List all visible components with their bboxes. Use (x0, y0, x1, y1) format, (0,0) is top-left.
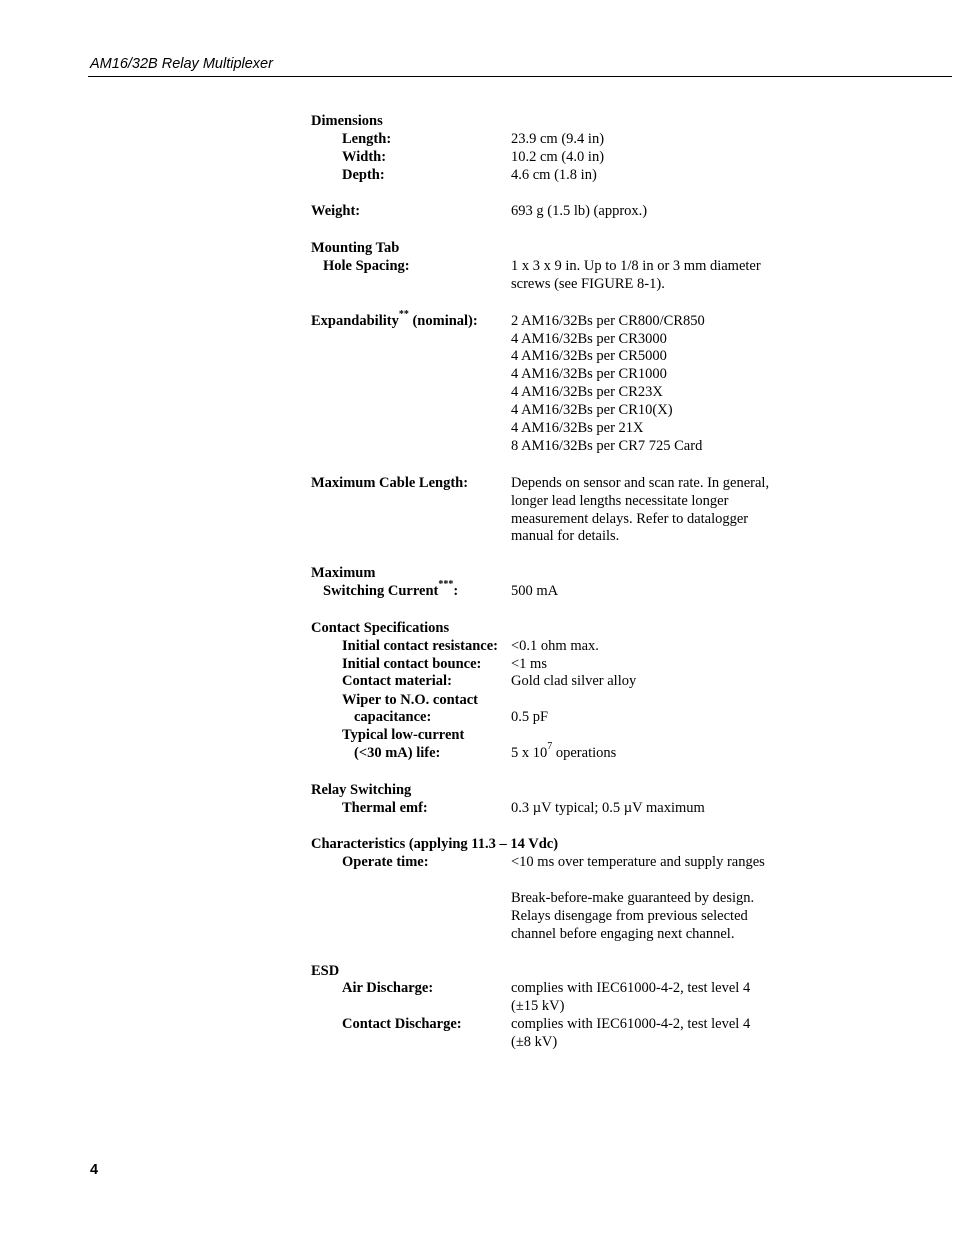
contact-bounce-label: Initial contact bounce: (342, 656, 482, 672)
wiper-capacitance-label-cont: capacitance: (354, 709, 432, 725)
relay-life-value (511, 741, 617, 762)
cable-length-line: longer lead lengths necessitate longer (511, 493, 729, 509)
exponent: 7 (547, 741, 553, 753)
air-discharge-line: (±15 kV) (511, 998, 565, 1014)
contact-bounce-value: <1 ms (511, 656, 547, 672)
relay-life-value-tail: operations (552, 745, 617, 761)
contact-material-label: Contact material: (342, 673, 452, 689)
depth-label: Depth: (342, 167, 385, 183)
switching-current-label (323, 579, 459, 600)
length-label: Length: (342, 131, 392, 147)
hole-spacing-label: Hole Spacing: (323, 258, 410, 274)
header-rule (88, 76, 952, 77)
expandability-line: 8 AM16/32Bs per CR7 725 Card (511, 438, 703, 454)
footnote-marker: ** (398, 309, 409, 321)
contact-discharge-line: complies with IEC61000-4-2, test level 4 (511, 1016, 751, 1032)
expandability-label (311, 309, 478, 330)
mounting-heading: Mounting Tab (311, 240, 400, 256)
operate-time-value: <10 ms over temperature and supply ranges (511, 854, 765, 870)
expandability-line: 4 AM16/32Bs per CR5000 (511, 348, 667, 364)
weight-label: Weight: (311, 203, 361, 219)
wiper-capacitance-value: 0.5 pF (511, 709, 549, 725)
expandability-line: 4 AM16/32Bs per CR10(X) (511, 402, 673, 418)
contact-discharge-label: Contact Discharge: (342, 1016, 462, 1032)
relay-life-label: Typical low-current (342, 727, 465, 743)
expandability-line: 4 AM16/32Bs per 21X (511, 420, 644, 436)
footnote-marker: *** (438, 579, 454, 591)
characteristics-note-line: Relays disengage from previous selected (511, 908, 748, 924)
thermal-emf-label: Thermal emf: (342, 800, 428, 816)
width-label: Width: (342, 149, 387, 165)
cable-length-label: Maximum Cable Length: (311, 475, 469, 491)
switching-current-value: 500 mA (511, 583, 559, 599)
contact-material-value: Gold clad silver alloy (511, 673, 637, 689)
characteristics-heading: Characteristics (applying 11.3 – 14 Vdc) (311, 836, 559, 852)
operate-time-label: Operate time: (342, 854, 429, 870)
relay-life-value-text: 5 x 10 (511, 745, 548, 761)
relay-switching-heading: Relay Switching (311, 782, 412, 798)
width-value: 10.2 cm (4.0 in) (511, 149, 605, 165)
esd-heading: ESD (311, 963, 340, 979)
thermal-emf-value: 0.3 µV typical; 0.5 µV maximum (511, 800, 705, 816)
expandability-label-tail: (nominal): (408, 313, 478, 329)
dimensions-heading: Dimensions (311, 113, 383, 129)
expandability-line: 4 AM16/32Bs per CR23X (511, 384, 663, 400)
switching-current-label-text: Switching Current (323, 583, 439, 599)
cable-length-line: measurement delays. Refer to datalogger (511, 511, 749, 527)
relay-life-label-cont: (<30 mA) life: (354, 745, 441, 761)
air-discharge-label: Air Discharge: (342, 980, 434, 996)
cable-length-line: manual for details. (511, 528, 620, 544)
contact-heading: Contact Specifications (311, 620, 450, 636)
switching-heading: Maximum (311, 565, 376, 581)
contact-resistance-label: Initial contact resistance: (342, 638, 498, 654)
expandability-label-text: Expandability (311, 313, 399, 329)
page-number: 4 (90, 1162, 99, 1178)
characteristics-note-line: channel before engaging next channel. (511, 926, 735, 942)
contact-discharge-line: (±8 kV) (511, 1034, 558, 1050)
wiper-capacitance-label: Wiper to N.O. contact (342, 692, 478, 708)
expandability-line: 4 AM16/32Bs per CR3000 (511, 331, 667, 347)
depth-value: 4.6 cm (1.8 in) (511, 167, 597, 183)
expandability-line: 2 AM16/32Bs per CR800/CR850 (511, 313, 705, 329)
contact-resistance-value: <0.1 ohm max. (511, 638, 599, 654)
cable-length-line: Depends on sensor and scan rate. In general, (511, 475, 770, 491)
hole-spacing-line: screws (see FIGURE 8-1). (511, 276, 665, 292)
hole-spacing-line: 1 x 3 x 9 in. Up to 1/8 in or 3 mm diameter (511, 258, 761, 274)
air-discharge-line: complies with IEC61000-4-2, test level 4 (511, 980, 751, 996)
expandability-line: 4 AM16/32Bs per CR1000 (511, 366, 667, 382)
characteristics-note-line: Break-before-make guaranteed by design. (511, 890, 755, 906)
running-header: AM16/32B Relay Multiplexer (90, 56, 273, 72)
switching-current-label-tail: : (453, 583, 459, 599)
weight-value: 693 g (1.5 lb) (approx.) (511, 203, 648, 219)
length-value: 23.9 cm (9.4 in) (511, 131, 605, 147)
